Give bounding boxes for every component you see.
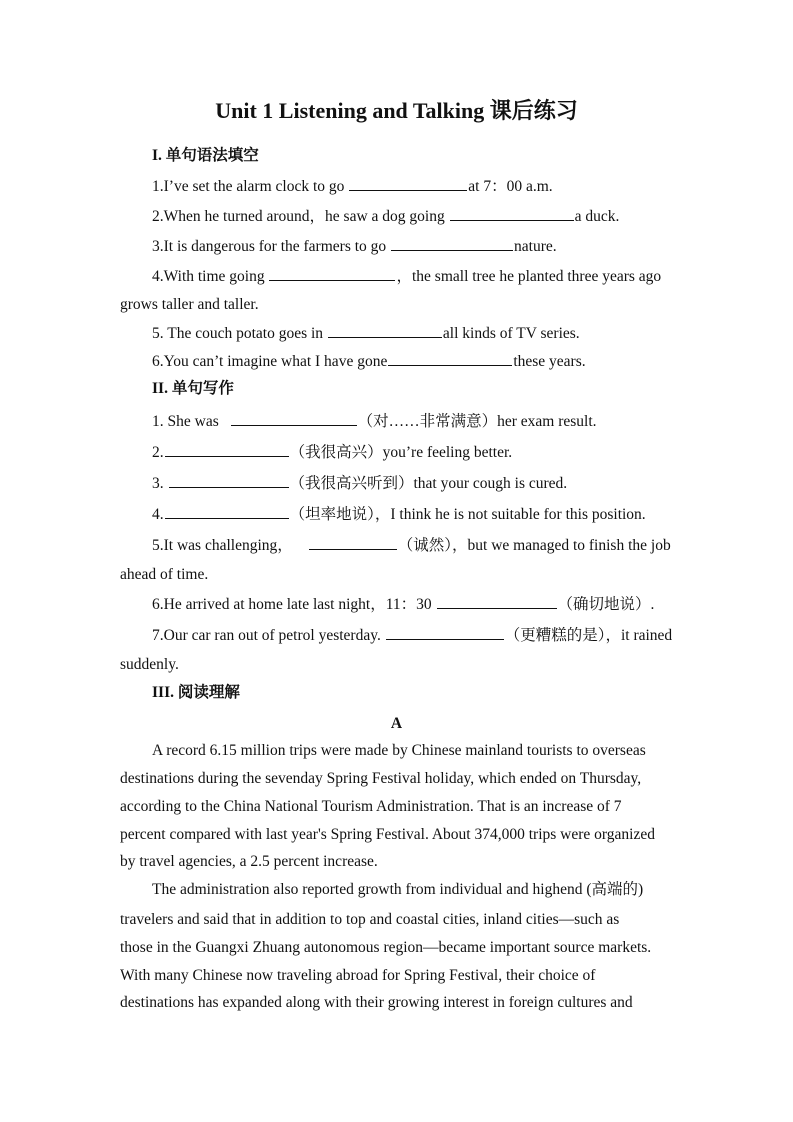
- answer-blank[interactable]: [386, 625, 504, 640]
- passage-line: destinations has expanded along with their growing interest in foreign cultures and: [120, 994, 633, 1011]
- section-3-heading: III. 阅读理解: [152, 684, 240, 701]
- s2-q5-continuation: ahead of time.: [120, 566, 209, 583]
- s1-q2-text-b: a duck.: [574, 208, 620, 225]
- passage-label: A: [390, 715, 403, 732]
- s2-q7-text-b: （更糟糕的是），it rained: [504, 627, 673, 644]
- section-1-heading: I. 单句语法填空: [152, 147, 259, 164]
- s1-question-3: [152, 236, 557, 257]
- s2-q4-text-b: （坦率地说），I think he is not suitable for this position.: [289, 506, 646, 523]
- s1-q5-text-a: 5. The couch potato goes in: [152, 325, 327, 342]
- answer-blank[interactable]: [169, 473, 289, 488]
- s1-question-5: [152, 323, 580, 344]
- s1-q4-continuation: grows taller and taller.: [120, 296, 259, 313]
- s2-q5-text-b: （诚然），but we managed to finish the job: [397, 537, 671, 554]
- passage-line: travelers and said that in addition to top and coastal cities, inland cities—such as: [120, 911, 620, 928]
- s2-q2-text-b: （我很高兴）you’re feeling better.: [289, 444, 513, 461]
- s1-q4-text-b: ，the small tree he planted three years ago: [396, 268, 662, 285]
- s1-q5-text-b: all kinds of TV series.: [442, 325, 580, 342]
- s2-q3-text-a: 3.: [152, 475, 168, 492]
- answer-blank[interactable]: [165, 504, 289, 519]
- s2-q4-text-a: 4.: [152, 506, 164, 523]
- s2-q7-text-a: 7.Our car ran out of petrol yesterday.: [152, 627, 385, 644]
- s2-q3-text-b: （我很高兴听到）that your cough is cured.: [289, 475, 568, 492]
- answer-blank[interactable]: [450, 206, 574, 221]
- s1-q6-text-b: these years.: [513, 353, 586, 370]
- s1-q6-text-a: 6.You can’t imagine what I have gone: [152, 353, 388, 370]
- s1-q2-text-a: 2.When he turned around，he saw a dog going: [152, 208, 449, 225]
- s1-q1-text-b: at 7：00 a.m.: [468, 178, 553, 195]
- passage-line: destinations during the sevenday Spring Festival holiday, which ended on Thursday,: [120, 770, 642, 787]
- answer-blank[interactable]: [328, 323, 442, 338]
- s1-question-2: [152, 206, 619, 227]
- s2-q5-text-a: 5.It was challenging，: [152, 537, 293, 554]
- s2-q6-text-b: （确切地说）.: [557, 596, 655, 613]
- s2-question-1: [152, 411, 597, 432]
- s2-question-3: [152, 473, 567, 494]
- passage-line: A record 6.15 million trips were made by Chinese mainland tourists to overseas: [152, 742, 646, 759]
- s1-q4-text-a: 4.With time going: [152, 268, 269, 285]
- s2-q6-text-a: 6.He arrived at home late last night，11：30: [152, 596, 436, 613]
- passage-line: The administration also reported growth from individual and highend (高端的): [152, 881, 644, 898]
- answer-blank[interactable]: [231, 411, 357, 426]
- s1-question-1: [152, 176, 553, 197]
- s1-q3-text-b: nature.: [514, 238, 557, 255]
- s2-question-5: [152, 535, 671, 556]
- answer-blank[interactable]: [165, 442, 289, 457]
- answer-blank[interactable]: [391, 236, 513, 251]
- s1-question-6: [152, 351, 586, 372]
- s1-q3-text-a: 3.It is dangerous for the farmers to go: [152, 238, 391, 255]
- passage-line: according to the China National Tourism Administration. That is an increase of 7: [120, 798, 622, 815]
- passage-line: those in the Guangxi Zhuang autonomous region—became important source markets.: [120, 939, 652, 956]
- section-2-heading: II. 单句写作: [152, 380, 234, 397]
- answer-blank[interactable]: [349, 176, 467, 191]
- answer-blank[interactable]: [388, 351, 512, 366]
- s1-q1-text-a: 1.I’ve set the alarm clock to go: [152, 178, 349, 195]
- s2-question-6: [152, 594, 654, 615]
- s2-q1-text-b: （对……非常满意）her exam result.: [357, 413, 597, 430]
- s2-q7-continuation: suddenly.: [120, 656, 179, 673]
- answer-blank[interactable]: [437, 594, 557, 609]
- answer-blank[interactable]: [309, 535, 397, 550]
- s2-question-2: [152, 442, 512, 463]
- s2-q1-text-a: 1. She was: [152, 413, 223, 430]
- page-title: Unit 1 Listening and Talking 课后练习: [215, 98, 578, 123]
- answer-blank[interactable]: [269, 266, 395, 281]
- s2-question-4: [152, 504, 646, 525]
- passage-line: by travel agencies, a 2.5 percent increase.: [120, 853, 378, 870]
- s1-question-4: [152, 266, 661, 287]
- passage-line: percent compared with last year's Spring Festival. About 374,000 trips were organized: [120, 826, 655, 843]
- s2-question-7: [152, 625, 672, 646]
- s2-q2-text-a: 2.: [152, 444, 164, 461]
- passage-line: With many Chinese now traveling abroad for Spring Festival, their choice of: [120, 967, 596, 984]
